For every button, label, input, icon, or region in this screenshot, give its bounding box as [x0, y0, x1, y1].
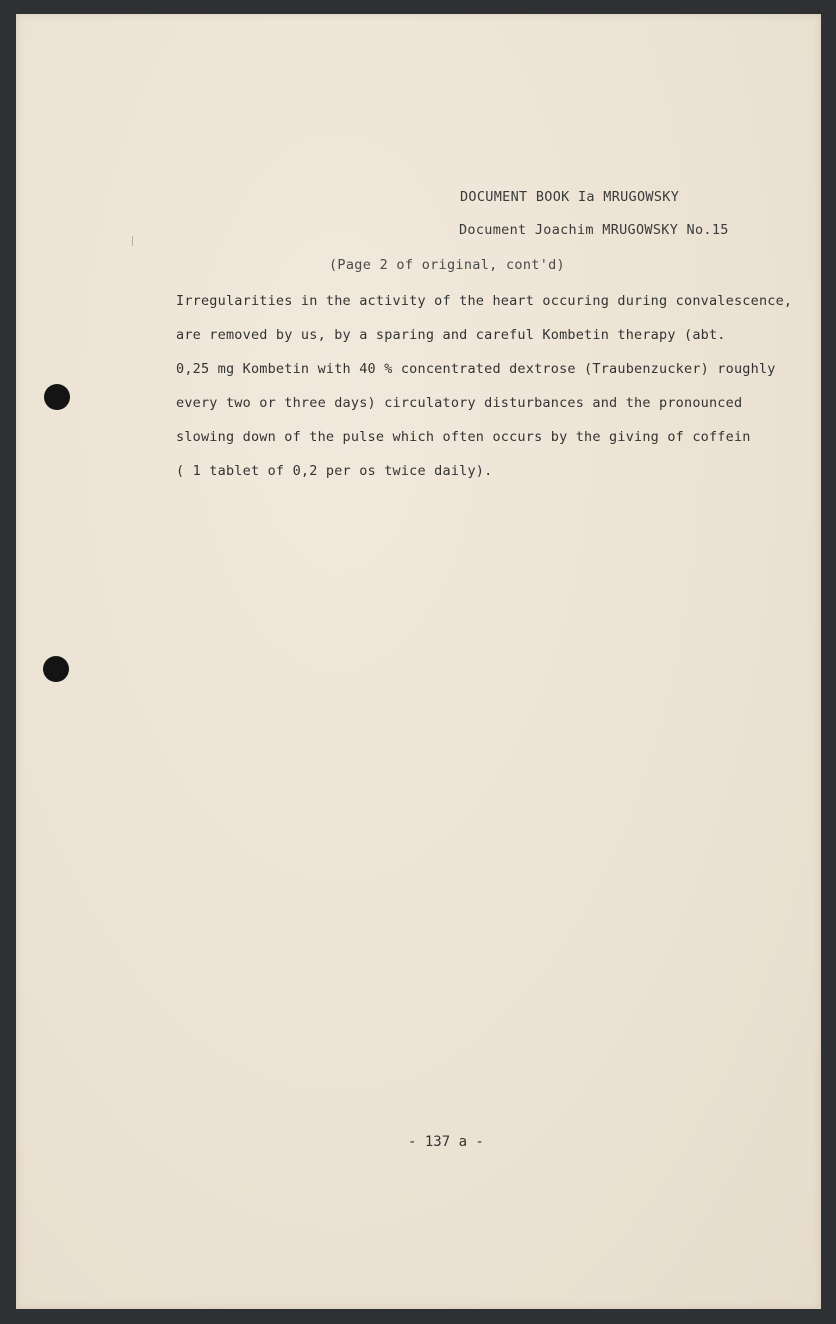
page-number: - 137 a - — [408, 1134, 484, 1150]
punch-hole-bottom — [43, 656, 69, 682]
body-text — [176, 284, 796, 488]
body-line-1: Irregularities in the activity of the heart occuring during convalescence, — [176, 293, 793, 309]
body-line-4: every two or three days) circulatory disturbances and the pronounced — [176, 395, 743, 411]
document-book-header: DOCUMENT BOOK Ia MRUGOWSKY — [460, 189, 680, 205]
punch-hole-top — [44, 384, 70, 410]
body-line-5: slowing down of the pulse which often occurs by the giving of coffein — [176, 429, 751, 445]
paper-speck — [132, 236, 133, 246]
body-line-6: ( 1 tablet of 0,2 per os twice daily). — [176, 463, 493, 479]
document-number-header: Document Joachim MRUGOWSKY No.15 — [459, 222, 729, 238]
paper-sheet — [16, 14, 821, 1309]
page-note: (Page 2 of original, cont'd) — [329, 257, 565, 273]
body-line-3: 0,25 mg Kombetin with 40 % concentrated dextrose (Traubenzucker) roughly — [176, 361, 776, 377]
body-line-2: are removed by us, by a sparing and careful Kombetin therapy (abt. — [176, 327, 726, 343]
